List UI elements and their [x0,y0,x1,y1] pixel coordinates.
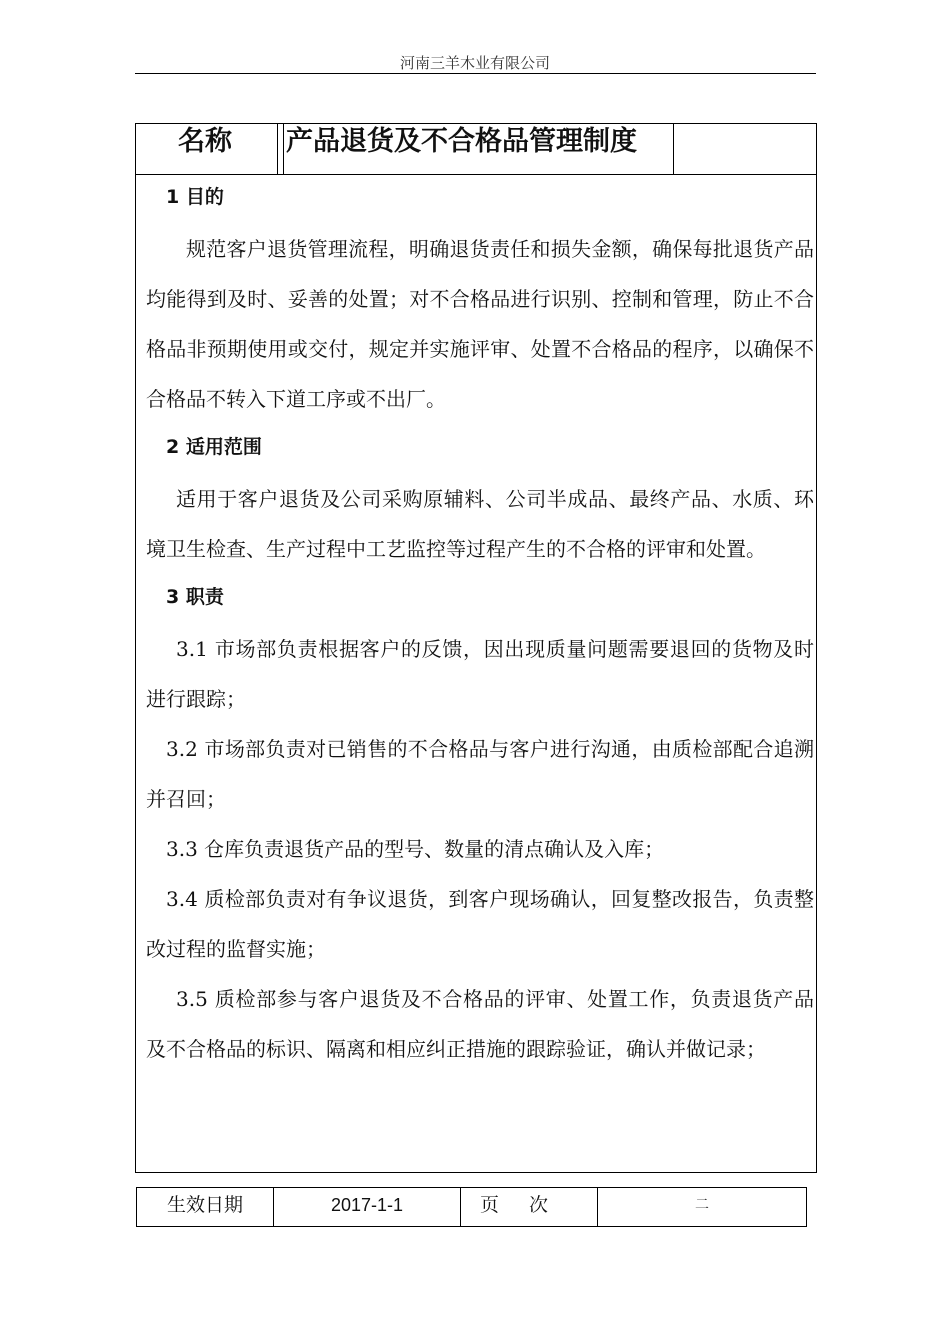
section-paragraph: 规范客户退货管理流程，明确退货责任和损失金额，确保每批退货产品均能得到及时、妥善的处置；对不合格品进行识别、控制和管理，防止不合格品非预期使用或交付，规定并实施评审、处置不合格品的程序，以确保不合格品不转入下道工序或不出厂。 [146,237,814,411]
title-label: 名称 [136,124,278,174]
section-paragraph: 3.2 市场部负责对已销售的不合格品与客户进行沟通，由质检部配合追溯并召回； [146,737,814,811]
section-paragraph: 3.4 质检部负责对有争议退货，到客户现场确认，回复整改报告，负责整改过程的监督实施； [146,887,814,961]
document-footer-table [136,1187,807,1227]
header-rule [135,73,816,74]
title-divider [283,124,284,174]
section-paragraph: 适用于客户退货及公司采购原辅料、公司半成品、最终产品、水质、环境卫生检查、生产过程中工艺监控等过程产生的不合格的评审和处置。 [146,487,814,561]
title-divider [673,124,674,174]
page-value: 二 [695,1197,709,1213]
section-paragraph: 3.3 仓库负责退货产品的型号、数量的清点确认及入库； [166,837,665,861]
effective-date-value: 2017-1-1 [274,1188,461,1226]
page-label: 页次 [461,1188,598,1226]
title-row [136,124,816,175]
section-heading: 2 适用范围 [166,436,262,458]
effective-date-label: 生效日期 [137,1188,274,1226]
document-header-company: 河南三羊木业有限公司 [399,54,550,72]
section-heading: 3 职责 [166,586,224,608]
document-body [146,174,814,1074]
section-paragraph: 3.1 市场部负责根据客户的反馈，因出现质量问题需要退回的货物及时进行跟踪； [146,637,814,711]
section-paragraph: 3.5 质检部参与客户退货及不合格品的评审、处置工作，负责退货产品及不合格品的标识、隔离和相应纠正措施的跟踪验证，确认并做记录； [146,987,814,1061]
document-title: 产品退货及不合格品管理制度 [286,126,637,157]
document-main-table [135,123,817,1173]
section-heading: 1 目的 [166,186,224,208]
